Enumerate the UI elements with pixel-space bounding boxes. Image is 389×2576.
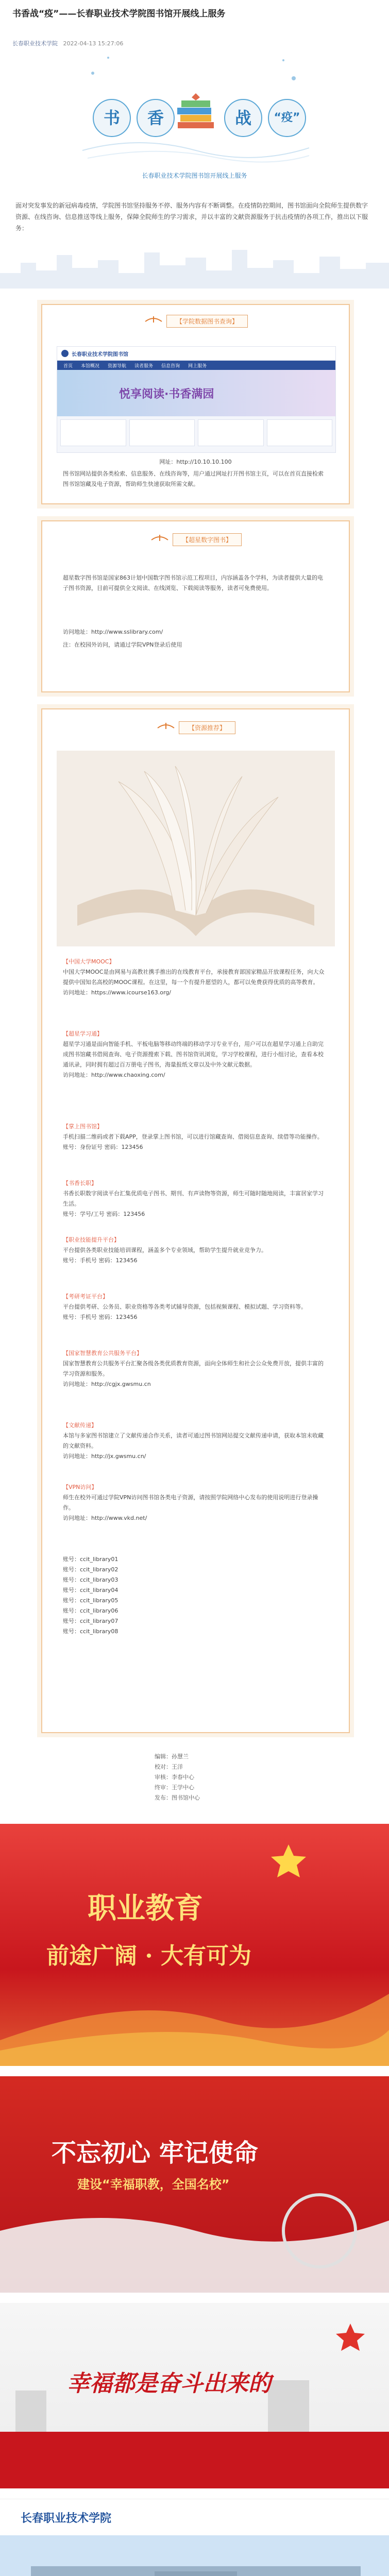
account-item: 账号：ccit_library01 bbox=[63, 1556, 119, 1563]
account-name[interactable]: 长春职业技术学院 bbox=[12, 40, 58, 47]
res-heading: 【中国大学MOOC】 bbox=[63, 958, 115, 965]
res-heading: 【职业技能提升平台】 bbox=[63, 1236, 120, 1243]
superstar-access bbox=[63, 627, 328, 637]
res-block-1 bbox=[63, 957, 328, 998]
account-list bbox=[63, 1554, 328, 1637]
res-url[interactable]: 访问地址：http://jx.gwsmu.cn/ bbox=[63, 1453, 146, 1460]
account-item: 账号：ccit_library03 bbox=[63, 1577, 119, 1583]
res-heading: 【国家智慧教育公共服务平台】 bbox=[63, 1350, 142, 1357]
poster-3-line1: 幸福都是奋斗出来的 bbox=[67, 2370, 271, 2397]
res-text: 平台提供各类职业技能培训课程，涵盖多个专业领域，帮助学生提升就业竞争力。 bbox=[63, 1247, 267, 1253]
res-url[interactable]: 访问地址：http://www.vkd.net/ bbox=[63, 1515, 147, 1521]
article-meta bbox=[12, 39, 123, 47]
nav-item[interactable]: 读者服务 bbox=[134, 363, 154, 369]
credit-line: 发布：图书馆中心 bbox=[155, 1794, 200, 1801]
res-text: 超星学习通是面向智能手机、平板电脑等移动终端的移动学习专业平台，用户可以在超星学习通上自助完成图书馆藏书借阅查询、电子资源搜索下载、图书馆资讯浏览，学习学校课程，进行小组讨论，查看本校通讯录，同时拥有超过百万册电子图书，海量报纸文章以及中外文献元数据。 bbox=[63, 1041, 324, 1068]
res-block-7 bbox=[63, 1348, 328, 1389]
poster-original-aspiration bbox=[0, 2076, 389, 2293]
res-url[interactable]: 访问地址：http://www.chaoxing.com/ bbox=[63, 1072, 165, 1078]
banner-char-3: 战 bbox=[224, 99, 262, 137]
section-superstar-books bbox=[41, 520, 350, 692]
module-box[interactable] bbox=[129, 419, 195, 446]
section-label: 【超星数字图书】 bbox=[173, 533, 242, 546]
account-item: 账号：ccit_library02 bbox=[63, 1566, 119, 1573]
banner-char-4: “疫” bbox=[268, 99, 306, 137]
library-logo-text: 长春职业技术学院图书馆 bbox=[72, 351, 128, 358]
nav-item[interactable]: 网上服务 bbox=[188, 363, 207, 369]
res-text: 平台提供考研、公务员、职业资格等各类考试辅导资源，包括视频课程、模拟试题、学习资料等。 bbox=[63, 1303, 307, 1310]
library-description: 图书馆网站提供各类检索、信息服务、在线咨询等，用户通过网址打开图书馆主页，可以在首页直接检索图书馆馆藏及电子资源，帮助师生快速获取所需文献。 bbox=[63, 470, 324, 487]
section-label: 【学院数据图书查询】 bbox=[166, 315, 248, 328]
book-ornament-icon bbox=[149, 533, 170, 542]
res-url: 账号：手机号 密码：123456 bbox=[63, 1314, 138, 1320]
credit-line: 校对：王洋 bbox=[155, 1764, 183, 1770]
poster-2-line2: 建设“幸福职教，全国名校” bbox=[77, 2177, 230, 2192]
res-heading: 【超星学习通】 bbox=[63, 1030, 103, 1037]
account-item: 账号：ccit_library05 bbox=[63, 1597, 119, 1604]
poster-4-school: 长春职业技术学院 bbox=[21, 2512, 112, 2525]
poster-1-line2: 前途广阔 · 大有可为 bbox=[46, 1943, 251, 1969]
banner-char-1: 书 bbox=[93, 99, 131, 137]
res-block-9 bbox=[63, 1482, 328, 1523]
poster-2-line1: 不忘初心 牢记使命 bbox=[52, 2139, 258, 2167]
library-nav bbox=[57, 361, 335, 370]
superstar-description: 超星数字图书馆是国家863计划中国数字图书馆示范工程项目，内容涵盖各个学科，为读者提供大量的电子图书资源，目前可提供全文阅读、在线浏览、下载阅读等服务，读者可免费使用。 bbox=[63, 574, 323, 591]
section-library-site bbox=[41, 304, 350, 504]
banner-subtitle: 长春职业技术学院图书馆开展线上服务 bbox=[142, 172, 247, 179]
res-url: 账号：身份证号 密码：123456 bbox=[63, 1144, 143, 1150]
res-block-4 bbox=[63, 1178, 328, 1219]
res-url: 账号：学号/工号 密码：123456 bbox=[63, 1211, 145, 1217]
publish-date: 2022-04-13 15:27:06 bbox=[63, 40, 124, 47]
banner-char-2: 香 bbox=[137, 99, 175, 137]
books-icon bbox=[175, 91, 216, 138]
res-text: 书香长职数字阅读平台汇集优质电子图书、期刊、有声读物等资源，师生可随时随地阅读，丰富居家学习生活。 bbox=[63, 1190, 324, 1207]
superstar-url[interactable]: http://www.sslibrary.com/ bbox=[91, 629, 163, 635]
res-url[interactable]: 访问地址：http://cgjx.gwsmu.cn bbox=[63, 1381, 151, 1387]
library-website-screenshot bbox=[57, 346, 336, 453]
section-recommended-resources bbox=[41, 708, 350, 1733]
poster-happiness-struggle bbox=[0, 2303, 389, 2488]
credit-line: 审核：李春中心 bbox=[155, 1774, 194, 1781]
res-heading: 【掌上图书馆】 bbox=[63, 1123, 103, 1130]
account-item: 账号：ccit_library04 bbox=[63, 1587, 119, 1594]
res-block-5 bbox=[63, 1235, 328, 1266]
module-box[interactable] bbox=[267, 419, 333, 446]
account-item: 账号：ccit_library06 bbox=[63, 1607, 119, 1614]
res-block-6 bbox=[63, 1292, 328, 1323]
skyline-decoration bbox=[0, 242, 389, 289]
poster-campus bbox=[0, 2499, 389, 2576]
hero-text: 悦享阅读·书香满园 bbox=[119, 388, 214, 401]
res-block-8 bbox=[63, 1420, 328, 1462]
res-block-3 bbox=[63, 1122, 328, 1153]
res-heading: 【书香长职】 bbox=[63, 1180, 97, 1187]
section-label: 【资源推荐】 bbox=[179, 721, 235, 734]
module-box[interactable] bbox=[60, 419, 126, 446]
superstar-note: 注：在校园外访问，请通过学院VPN登录后使用 bbox=[63, 641, 182, 648]
access-label: 访问地址： bbox=[63, 629, 91, 635]
library-logo-icon bbox=[61, 350, 69, 357]
nav-item[interactable]: 资源导航 bbox=[108, 363, 127, 369]
res-block-2 bbox=[63, 1029, 328, 1080]
campus-photo bbox=[0, 2535, 389, 2576]
module-box[interactable] bbox=[198, 419, 264, 446]
poster-1-line1: 职业教育 bbox=[88, 1891, 203, 1925]
intro-paragraph: 面对突发事发的新冠病毒疫情，学院图书馆坚持服务不停、服务内容有不断调整。在疫情防控期间，图书馆面向全院师生提供数字资源、在线咨询、信息推送等线上服务，保障全院师生的学习需求，并以丰富的文献资源服务于抗击疫情的各项工作，推出以下服务： bbox=[15, 202, 368, 232]
book-ornament-icon bbox=[156, 721, 176, 730]
credits bbox=[155, 1752, 258, 1803]
account-item: 账号：ccit_library08 bbox=[63, 1628, 119, 1635]
library-hero bbox=[57, 370, 335, 416]
res-url: 账号：手机号 密码：123456 bbox=[63, 1257, 138, 1264]
book-ornament-icon bbox=[143, 314, 164, 324]
res-heading: 【考研考证平台】 bbox=[63, 1293, 108, 1300]
nav-item[interactable]: 首页 bbox=[63, 363, 73, 369]
poster-vocational-education bbox=[0, 1824, 389, 2066]
res-text: 师生在校外可通过学院VPN访问图书馆各类电子资源，请按照学院网络中心发布的使用说明进行登录操作。 bbox=[63, 1494, 318, 1511]
library-modules bbox=[57, 416, 335, 449]
res-url[interactable]: 访问地址：https://www.icourse163.org/ bbox=[63, 989, 171, 996]
open-book-photo bbox=[57, 751, 335, 946]
nav-item[interactable]: 信息咨询 bbox=[161, 363, 180, 369]
header-banner bbox=[77, 47, 312, 192]
res-text: 本馆与多家图书馆建立了文献传递合作关系，读者可通过图书馆网站提交文献传递申请，获取本馆未收藏的文献资料。 bbox=[63, 1432, 324, 1449]
res-text: 国家智慧教育公共服务平台汇聚各级各类优质教育资源，面向全体师生和社会公众免费开放，提供丰富的学习资源和服务。 bbox=[63, 1360, 324, 1377]
article-title: 书香战“疫”——长春职业技术学院图书馆开展线上服务 bbox=[12, 9, 226, 19]
credit-line: 编辑：孙慧兰 bbox=[155, 1753, 189, 1760]
account-item: 账号：ccit_library07 bbox=[63, 1618, 119, 1624]
res-text: 中国大学MOOC是由网易与高教社携手推出的在线教育平台，承接教育部国家精品开放课程任务，向大众提供中国知名高校的MOOC课程。在这里，每一个有提升愿望的人，都可以免费获得优质的高等教育。 bbox=[63, 969, 325, 986]
res-heading: 【文献传递】 bbox=[63, 1422, 97, 1429]
res-heading: 【VPN访问】 bbox=[63, 1484, 97, 1490]
library-url[interactable]: 网址：http://10.10.10.100 bbox=[159, 459, 232, 465]
credit-line: 终审：王学中心 bbox=[155, 1784, 194, 1791]
res-text: 手机扫描二维码或者下载APP，登录掌上图书馆，可以进行馆藏查询、借阅信息查询、续借等功能操作。 bbox=[63, 1133, 323, 1140]
nav-item[interactable]: 本馆概况 bbox=[81, 363, 100, 369]
